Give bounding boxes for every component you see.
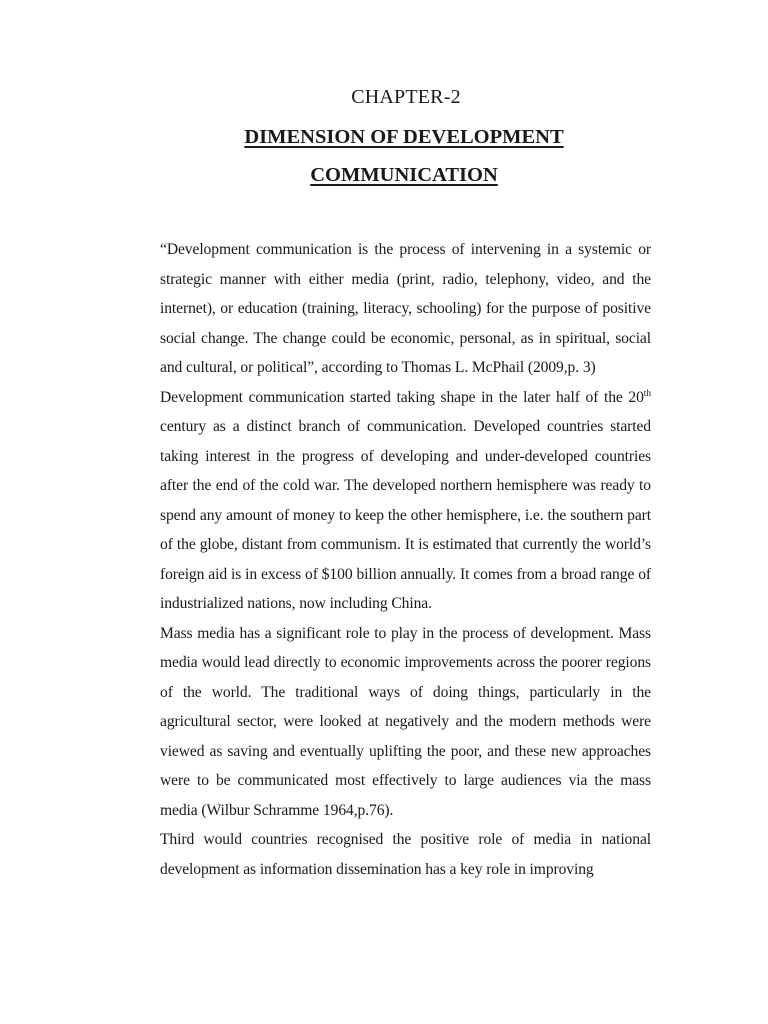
chapter-label: CHAPTER-2 — [351, 86, 461, 108]
paragraph-mass-media: Mass media has a significant role to play in the process of development. Mass media would lead directly to economic improvements across the poorer regions of the world. The traditional ways of doing things, particularly in the agricultural sector, were looked at negatively and the modern methods were viewed as saving and eventually uplifting the poor, and these new approaches were to be communicated most effectively to large audiences via the mass media (Wilbur Schramme 1964,p.76). — [160, 624, 651, 819]
ordinal-superscript: th — [643, 388, 651, 399]
paragraph-history — [160, 383, 651, 619]
chapter-title-line-1: DIMENSION OF DEVELOPMENT — [244, 126, 564, 148]
chapter-title-line-2: COMMUNICATION — [310, 164, 498, 186]
paragraph-third-world: Third would countries recognised the positive role of media in national development as information dissemination has a key role in improving — [160, 831, 651, 878]
paragraph-quote: “Development communication is the process of intervening in a systemic or strategic manner with either media (print, radio, telephony, video, and the internet), or education (training, literacy, schooling) for the purpose of positive social change. The change could be economic, personal, as in spiritual, social and cultural, or political”, according to Thomas L. McPhail (2009,p. 3) — [160, 241, 651, 376]
paragraph-history-end: century as a distinct branch of communication. Developed countries started taking interest in the progress of developing and under-developed countries after the end of the cold war. The developed northern hemisphere was ready to spend any amount of money to keep the other hemisphere, i.e. the southern part of the globe, distant from communism. It is estimated that currently the world’s foreign aid is in excess of $100 billion annually. It comes from a broad range of industrialized nations, now including China. — [160, 418, 651, 612]
paragraph-history-start: Development communication started taking shape in the later half of the 20 — [160, 388, 644, 406]
body-text — [160, 235, 651, 884]
